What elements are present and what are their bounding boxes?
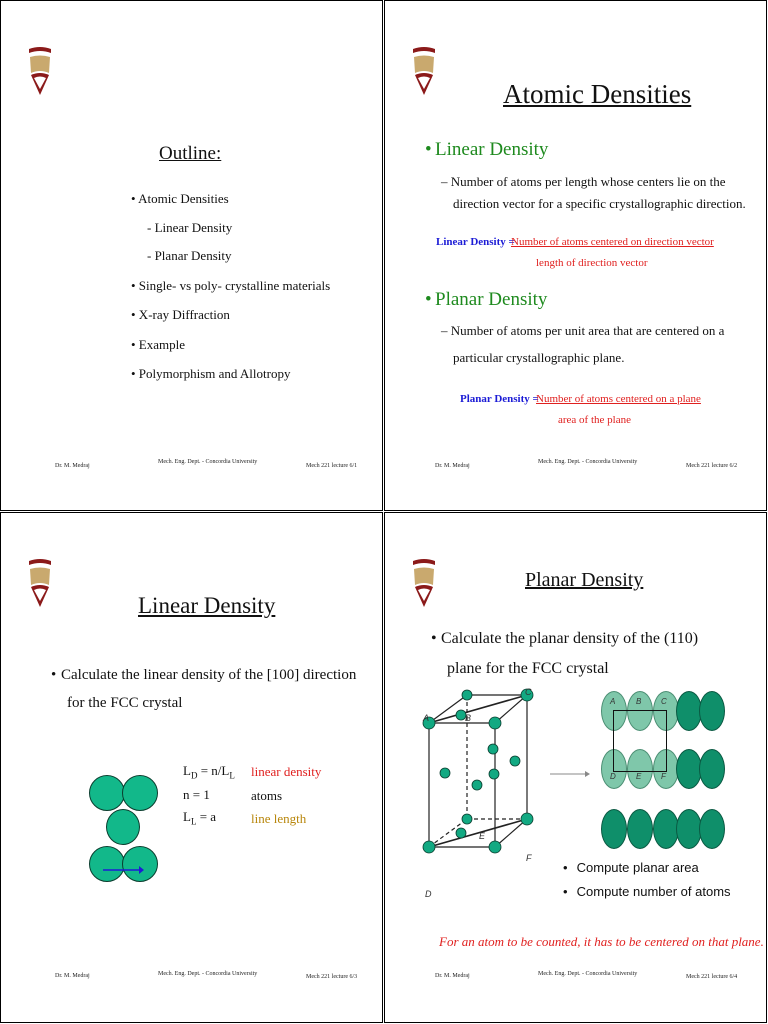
point-label-b: B <box>636 697 642 706</box>
planar-formula-numerator: Number of atoms centered on a plane <box>536 393 701 405</box>
atom <box>122 775 158 811</box>
slide-outline <box>0 0 383 511</box>
atom <box>89 775 125 811</box>
outline-item: • Atomic Densities <box>131 191 229 206</box>
point-label-b: B <box>465 713 472 723</box>
outline-title: Outline: <box>159 143 222 164</box>
point-label-a: A <box>610 697 616 706</box>
atom <box>627 809 653 849</box>
atom <box>699 691 725 731</box>
point-label-e: E <box>479 831 486 841</box>
equation-ll: $L_L = a$ <box>183 809 217 827</box>
bullet-text: • Calculate the linear density of the [100] direction <box>51 667 357 683</box>
university-logo-icon <box>411 557 437 611</box>
right-arrow-icon <box>549 769 591 779</box>
linear-formula-label: Linear Density = <box>436 236 515 248</box>
slide-planar-density <box>384 512 767 1023</box>
planar-desc: – Number of atoms per unit area that are centered on a <box>441 323 725 338</box>
planar-formula-label: Planar Density = <box>460 393 539 405</box>
direction-arrow-icon <box>101 865 145 875</box>
sub-bullet: • Compute planar area <box>563 860 699 875</box>
planar-heading: • Planar Density <box>425 289 548 310</box>
bullet-text: for the FCC crystal <box>67 695 183 711</box>
footer-page: Mech 221 lecture 6/3 <box>306 974 358 980</box>
equation-n: n = 1 <box>183 787 210 802</box>
bullet-text: plane for the FCC crystal <box>447 660 609 677</box>
footer-dept: Mech. Eng. Dept. - Concordia University <box>158 971 258 977</box>
outline-item: • X-ray Diffraction <box>131 307 230 322</box>
footer-dept: Mech. Eng. Dept. - Concordia University <box>538 459 638 465</box>
equation-ld: $L_D = n/L_L$ <box>183 763 235 781</box>
atom <box>699 809 725 849</box>
outline-item: • Polymorphism and Allotropy <box>131 366 291 381</box>
point-label-e: E <box>636 772 642 781</box>
point-label-d: D <box>610 772 616 781</box>
note-text: For an atom to be counted, it has to be centered on that plane. <box>439 934 764 949</box>
point-label-f: F <box>526 853 532 863</box>
university-logo-icon <box>27 45 53 99</box>
footer-dept: Mech. Eng. Dept. - Concordia University <box>538 971 638 977</box>
point-label-c: C <box>525 687 532 697</box>
atom <box>601 809 627 849</box>
sub-bullet: • Compute number of atoms <box>563 884 731 899</box>
point-label-f: F <box>661 772 666 781</box>
equation-n-desc: atoms <box>251 788 283 803</box>
slide-atomic-densities <box>384 0 767 511</box>
outline-item: - Planar Density <box>147 248 232 263</box>
slide-title: Linear Density <box>138 593 276 618</box>
outline-item: - Linear Density <box>147 220 233 235</box>
outline-item: • Example <box>131 337 186 352</box>
footer-author: Dr. M. Medraj <box>435 973 470 979</box>
atom <box>106 809 140 845</box>
linear-desc: – Number of atoms per length whose centers lie on the <box>441 174 726 189</box>
slide-title: Atomic Densities <box>503 79 692 109</box>
footer-author: Dr. M. Medraj <box>55 463 90 469</box>
unit-area-box <box>613 710 667 772</box>
university-logo-icon <box>27 557 53 611</box>
footer-author: Dr. M. Medraj <box>435 463 470 469</box>
footer-page: Mech 221 lecture 6/4 <box>686 974 738 980</box>
atom <box>89 846 125 882</box>
footer-dept: Mech. Eng. Dept. - Concordia University <box>158 459 258 465</box>
point-label-c: C <box>661 697 667 706</box>
footer-page: Mech 221 lecture 6/2 <box>686 463 738 469</box>
footer-page: Mech 221 lecture 6/1 <box>306 463 358 469</box>
atom <box>122 846 158 882</box>
linear-heading: • Linear Density <box>425 139 549 160</box>
planar-formula-denominator: area of the plane <box>558 414 631 426</box>
linear-desc: direction vector for a specific crystallographic direction. <box>453 196 746 211</box>
linear-formula-numerator: Number of atoms centered on direction vector <box>511 236 714 248</box>
point-label-a: A <box>423 713 430 723</box>
point-label-d: D <box>425 889 432 899</box>
equation-ll-desc: line length <box>251 811 307 826</box>
bullet-text: • Calculate the planar density of the (110) <box>431 630 699 647</box>
equation-ld-desc: linear density <box>251 764 322 779</box>
planar-desc: particular crystallographic plane. <box>453 350 625 365</box>
slide-linear-density <box>0 512 383 1023</box>
university-logo-icon <box>411 45 437 99</box>
footer-author: Dr. M. Medraj <box>55 973 90 979</box>
outline-item: • Single- vs poly- crystalline materials <box>131 278 331 293</box>
atom <box>699 749 725 789</box>
linear-formula-denominator: length of direction vector <box>536 257 648 269</box>
slide-title: Planar Density <box>525 569 644 591</box>
